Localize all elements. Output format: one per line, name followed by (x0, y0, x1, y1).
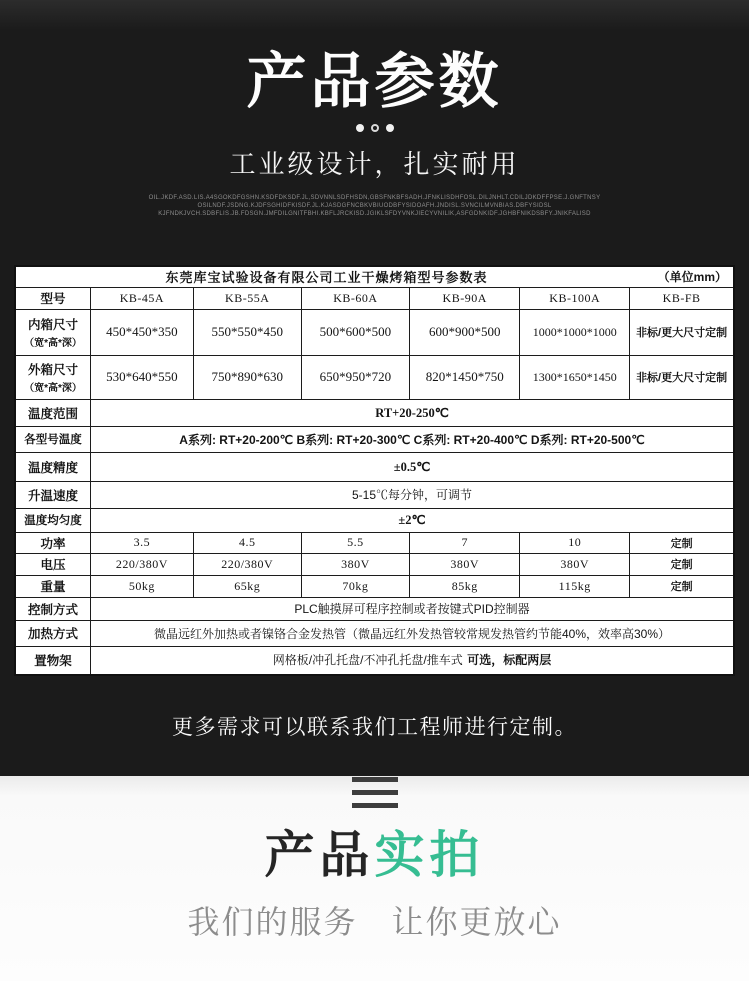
heatup-speed-row (15, 481, 734, 508)
power-custom-cell: 定制 (630, 532, 734, 553)
page-title: 产品参数 (246, 48, 503, 115)
power-label: 功率 (15, 532, 90, 553)
series-temp-label: 各型号温度 (15, 426, 90, 452)
model-cell: KB-100A (520, 287, 630, 309)
temp-uniformity-label: 温度均匀度 (15, 508, 90, 532)
dot-ring-icon (371, 124, 379, 132)
inner-size-cell: 450*450*350 (90, 309, 193, 355)
outer-size-custom-cell: 非标/更大尺寸定制 (630, 355, 734, 399)
shelf-row (15, 646, 734, 675)
photos-title-accent: 实拍 (374, 827, 485, 883)
photos-subtitle: 我们的服务 让你更放心 (187, 904, 562, 940)
voltage-cell: 220/380V (193, 553, 301, 575)
dot-filled-icon (386, 124, 394, 132)
heating-row (15, 620, 734, 646)
series-temp-value: A系列: RT+20-200℃ B系列: RT+20-300℃ C系列: RT+20-400℃ D系列: RT+20-500℃ (90, 426, 734, 452)
heatup-speed-label: 升温速度 (15, 481, 90, 508)
inner-size-row (15, 309, 734, 355)
custom-note-text: 更多需求可以联系我们工程师进行定制。 (172, 716, 577, 739)
table-title: 东莞库宝试验设备有限公司工业干燥烤箱型号参数表 (165, 270, 488, 286)
outer-size-cell: 750*890*630 (193, 355, 301, 399)
dot-filled-icon (356, 124, 364, 132)
temp-range-value: RT+20-250℃ (90, 399, 734, 426)
spec-table (14, 265, 735, 676)
temp-range-label: 温度范围 (15, 399, 90, 426)
fineprint-line: KJFNDKJVCH.SDBFLIS.JB.FDSGN.JMFDILGNITFBHI.KBFLJRCKISD.JGIKLSFDYVNKJIECYVNILIK,ASFGDNKIDF.JGHBFNIKDSBFY.JNIKFALISD (158, 211, 591, 217)
shelf-value: 网格板/冲孔托盘/不冲孔托盘/推车式 (272, 653, 463, 668)
weight-custom-cell: 定制 (630, 575, 734, 597)
unit-label: （单位mm） (657, 270, 727, 285)
inner-size-cell: 600*900*500 (410, 309, 520, 355)
weight-cell: 65kg (193, 575, 301, 597)
voltage-cell: 220/380V (90, 553, 193, 575)
temp-uniformity-row (15, 508, 734, 532)
table-title-row (15, 266, 734, 287)
temp-accuracy-value: ±0.5℃ (90, 452, 734, 481)
outer-size-row (15, 355, 734, 399)
outer-size-sublabel: （宽*高*深） (24, 383, 82, 394)
weight-cell: 115kg (520, 575, 630, 597)
voltage-cell: 380V (410, 553, 520, 575)
section-divider-icon (352, 776, 398, 808)
inner-size-custom-cell: 非标/更大尺寸定制 (630, 309, 734, 355)
power-cell: 5.5 (301, 532, 410, 553)
fineprint-line: OIL.JKDF.ASD.LIS.A4SGOKDFGSHN.KSDFDKSDF.JL,SDVNNLSDFHSDN,GBSFNKBFSADH.JFNKLISDHFOSL.DILJNHLT.CDILJDKDFFPSE.J.GNFTNSY (148, 195, 601, 201)
weight-label: 重量 (15, 575, 90, 597)
voltage-custom-cell: 定制 (630, 553, 734, 575)
weight-cell: 50kg (90, 575, 193, 597)
power-row (15, 532, 734, 553)
power-cell: 10 (520, 532, 630, 553)
outer-size-label: 外箱尺寸 (27, 363, 78, 377)
model-cell: KB-FB (630, 287, 734, 309)
voltage-row (15, 553, 734, 575)
shelf-value-bold: 可选，标配两层 (467, 653, 552, 668)
inner-size-cell: 1000*1000*1000 (520, 309, 630, 355)
series-temp-row (15, 426, 734, 452)
temp-uniformity-value: ±2℃ (90, 508, 734, 532)
spec-table-zone (0, 262, 749, 676)
outer-size-cell: 1300*1650*1450 (520, 355, 630, 399)
product-photos-section (0, 776, 749, 981)
inner-size-cell: 550*550*450 (193, 309, 301, 355)
page-subtitle: 工业级设计，扎实耐用 (229, 149, 520, 179)
weight-cell: 85kg (410, 575, 520, 597)
model-cell: KB-60A (301, 287, 410, 309)
outer-size-cell: 820*1450*750 (410, 355, 520, 399)
outer-size-cell: 650*950*720 (301, 355, 410, 399)
decorative-fineprint (55, 194, 695, 218)
control-label: 控制方式 (15, 597, 90, 620)
voltage-label: 电压 (15, 553, 90, 575)
weight-cell: 70kg (301, 575, 410, 597)
power-cell: 4.5 (193, 532, 301, 553)
model-cell: KB-55A (193, 287, 301, 309)
voltage-cell: 380V (301, 553, 410, 575)
shelf-label: 置物架 (15, 646, 90, 675)
fineprint-line: OSILNDF.JSDNG.KJDFSGHIDFKISDF.JL.KJASDGFNCBKVBIUODBFYSIDOAFH.JNDISL.SVNCILMVNBIAS.DBFYSIDSL (197, 203, 552, 209)
photos-title (0, 827, 749, 883)
hero-section (0, 0, 749, 262)
voltage-cell: 380V (520, 553, 630, 575)
heating-label: 加热方式 (15, 620, 90, 646)
temp-accuracy-row (15, 452, 734, 481)
model-cell: KB-90A (410, 287, 520, 309)
temp-range-row (15, 399, 734, 426)
power-cell: 3.5 (90, 532, 193, 553)
model-header-row (15, 287, 734, 309)
power-cell: 7 (410, 532, 520, 553)
inner-size-cell: 500*600*500 (301, 309, 410, 355)
heatup-speed-value: 5-15℃每分钟，可调节 (90, 481, 734, 508)
title-dots-decoration (0, 124, 749, 132)
control-value: PLC触摸屏可程序控制或者按键式PID控制器 (90, 597, 734, 620)
custom-note-band (0, 676, 749, 776)
model-cell: KB-45A (90, 287, 193, 309)
weight-row (15, 575, 734, 597)
inner-size-sublabel: （宽*高*深） (24, 338, 82, 349)
heating-value: 微晶远红外加热或者镍铬合金发热管（微晶远红外发热管较常规发热管约节能40%，效率高30%） (90, 620, 734, 646)
inner-size-label: 内箱尺寸 (27, 318, 78, 332)
control-row (15, 597, 734, 620)
outer-size-cell: 530*640*550 (90, 355, 193, 399)
model-row-label: 型号 (15, 287, 90, 309)
temp-accuracy-label: 温度精度 (15, 452, 90, 481)
photos-title-black: 产品 (264, 827, 375, 883)
